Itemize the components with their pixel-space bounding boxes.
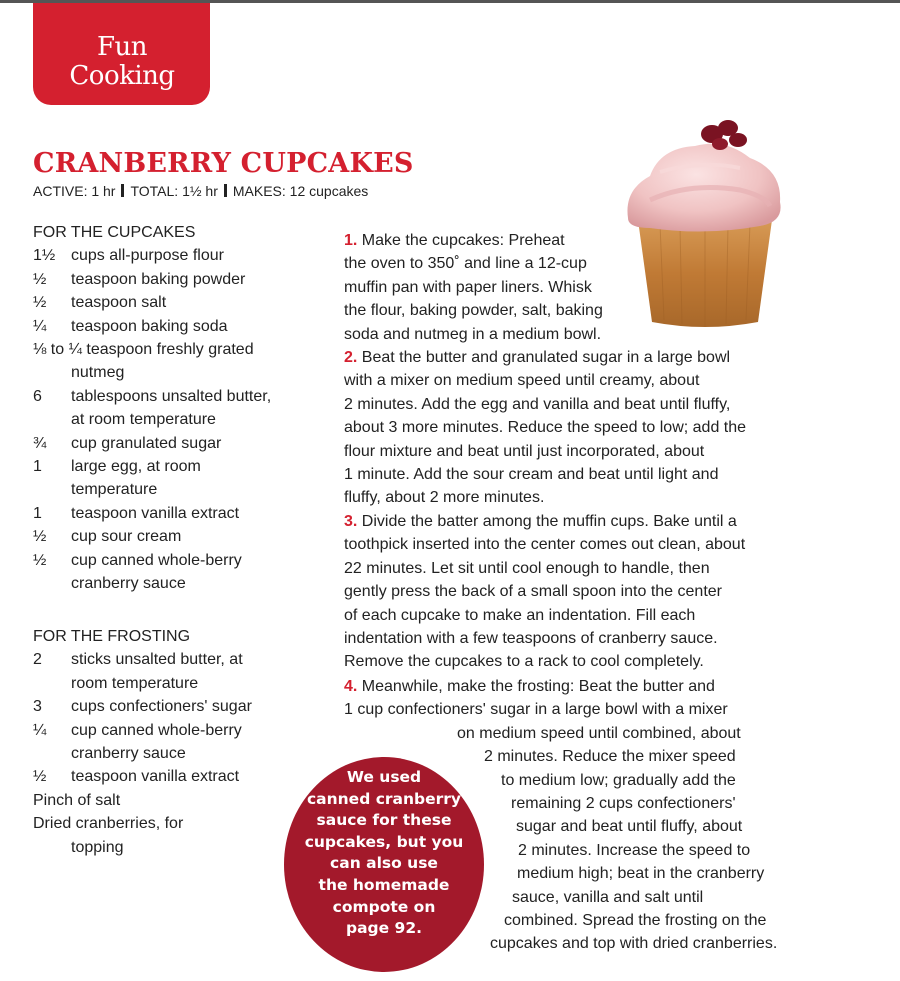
ingredient-qty: 3 bbox=[33, 698, 42, 716]
direction-line: 2 minutes. Increase the speed to bbox=[518, 841, 751, 859]
recipe-title: CRANBERRY CUPCAKES bbox=[33, 148, 414, 179]
direction-line: Remove the cupcakes to a rack to cool completely. bbox=[344, 653, 704, 671]
callout-line: cupcakes, but you bbox=[304, 832, 464, 851]
meta-divider bbox=[224, 184, 227, 197]
direction-step-3 bbox=[344, 510, 745, 674]
step-number: 4. bbox=[344, 678, 358, 695]
callout-line: canned cranberry bbox=[306, 789, 462, 808]
ingredient-text: cup canned whole-berry bbox=[71, 551, 242, 569]
ingredient-row bbox=[33, 432, 333, 455]
ingredient-continuation: at room temperature bbox=[71, 411, 216, 429]
ingredient-qty: 1 bbox=[33, 458, 42, 476]
ingredient-qty: ½ bbox=[33, 551, 47, 569]
section-label bbox=[47, 33, 197, 91]
ingredient-row: Pinch of salt bbox=[33, 791, 121, 809]
ingredient-text: teaspoon vanilla extract bbox=[71, 768, 240, 786]
ingredient-row bbox=[33, 765, 303, 788]
callout-line: sauce for these bbox=[316, 811, 452, 830]
ingredient-row bbox=[33, 291, 333, 314]
ingredient-continuation: temperature bbox=[71, 481, 158, 499]
direction-line: sauce, vanilla and salt until bbox=[512, 888, 704, 906]
ingredient-qty: 1 bbox=[33, 504, 42, 522]
ingredient-text: sticks unsalted butter, at bbox=[71, 651, 243, 669]
total-time: TOTAL: 1½ hr bbox=[130, 183, 218, 199]
direction-line: medium high; beat in the cranberry bbox=[517, 865, 765, 883]
recipe-meta bbox=[33, 183, 368, 199]
direction-text: Beat the butter and granulated sugar in a large bowl bbox=[361, 349, 731, 366]
direction-step-1 bbox=[344, 229, 603, 346]
callout-line: compote on bbox=[332, 897, 436, 916]
callout-line: the homemade bbox=[318, 875, 450, 894]
ingredient-text: tablespoons unsalted butter, bbox=[71, 387, 272, 405]
ingredient-row bbox=[33, 695, 303, 718]
direction-line: flour mixture and beat until just incorporated, about bbox=[344, 442, 705, 460]
ingredient-qty: ¼ bbox=[33, 317, 47, 335]
ingredient-row: ⅛ to ¼ teaspoon freshly grated bbox=[33, 341, 254, 359]
direction-line bbox=[344, 346, 746, 369]
direction-line: 1 cup confectioners' sugar in a large bowl with a mixer bbox=[344, 701, 728, 719]
direction-text: Divide the batter among the muffin cups. Bake until a bbox=[361, 513, 737, 530]
direction-line: to medium low; gradually add the bbox=[501, 771, 736, 789]
direction-step-2 bbox=[344, 346, 746, 510]
direction-line: cupcakes and top with dried cranberries. bbox=[490, 935, 778, 953]
ingredient-row bbox=[33, 719, 303, 742]
ingredient-row bbox=[33, 455, 333, 478]
ingredient-text: teaspoon salt bbox=[71, 294, 167, 312]
ingredient-continuation: nutmeg bbox=[71, 364, 125, 382]
callout-text bbox=[284, 767, 484, 940]
ingredient-continuation: room temperature bbox=[71, 674, 199, 692]
step-number: 1. bbox=[344, 232, 358, 249]
ingredient-qty: ½ bbox=[33, 294, 47, 312]
yield: MAKES: 12 cupcakes bbox=[232, 183, 369, 199]
ingredient-qty: ½ bbox=[33, 768, 47, 786]
cupcake-photo bbox=[620, 110, 790, 330]
ingredient-qty: 6 bbox=[33, 387, 42, 405]
direction-line: muffin pan with paper liners. Whisk bbox=[344, 278, 592, 296]
direction-line: 1 minute. Add the sour cream and beat until light and bbox=[344, 466, 719, 484]
ingredient-row bbox=[33, 549, 333, 572]
direction-line: on medium speed until combined, about bbox=[457, 724, 741, 742]
ingredient-row: Dried cranberries, for bbox=[33, 815, 184, 833]
ingredient-continuation: cranberry sauce bbox=[71, 745, 186, 763]
ingredient-row bbox=[33, 525, 333, 548]
direction-text: Make the cupcakes: Preheat bbox=[361, 232, 565, 249]
step-number: 3. bbox=[344, 513, 358, 530]
direction-line: remaining 2 cups confectioners' bbox=[511, 795, 736, 813]
callout-line: We used bbox=[346, 768, 422, 786]
section-tab bbox=[33, 3, 210, 105]
ingredient-row bbox=[33, 268, 333, 291]
direction-line: 22 minutes. Let sit until cool enough to handle, then bbox=[344, 559, 710, 577]
active-time: ACTIVE: 1 hr bbox=[33, 183, 116, 199]
ingredient-text: teaspoon vanilla extract bbox=[71, 504, 240, 522]
ingredient-qty: ¼ bbox=[33, 721, 47, 739]
direction-line: 2 minutes. Reduce the mixer speed bbox=[484, 748, 736, 766]
direction-line: combined. Spread the frosting on the bbox=[504, 912, 767, 930]
meta-divider bbox=[121, 184, 124, 197]
direction-line: of each cupcake to make an indentation. Fill each bbox=[344, 606, 696, 624]
cupcakes-ingredients bbox=[33, 221, 333, 596]
frosting-ingredients bbox=[33, 625, 303, 859]
ingredient-continuation: cranberry sauce bbox=[71, 575, 186, 593]
direction-line bbox=[344, 675, 777, 698]
ingredient-qty: ¾ bbox=[33, 434, 47, 452]
direction-line: toothpick inserted into the center comes out clean, about bbox=[344, 536, 746, 554]
section-label-line1: Fun bbox=[96, 32, 148, 62]
direction-line: 2 minutes. Add the egg and vanilla and beat until fluffy, bbox=[344, 395, 731, 413]
direction-line: indentation with a few teaspoons of cranberry sauce. bbox=[344, 630, 718, 648]
direction-line: the flour, baking powder, salt, baking bbox=[344, 302, 603, 320]
callout-line: can also use bbox=[330, 854, 438, 873]
ingredient-qty: 2 bbox=[33, 651, 42, 669]
ingredient-qty: ½ bbox=[33, 528, 47, 546]
section-label-line2: Cooking bbox=[69, 61, 175, 91]
step-number: 2. bbox=[344, 349, 358, 366]
direction-line: with a mixer on medium speed until creamy, about bbox=[344, 372, 700, 390]
ingredient-text: cups all-purpose flour bbox=[71, 247, 224, 265]
ingredient-text: cup sour cream bbox=[71, 528, 182, 546]
direction-line: sugar and beat until fluffy, about bbox=[516, 818, 743, 836]
direction-line: soda and nutmeg in a medium bowl. bbox=[344, 325, 602, 343]
ingredient-row bbox=[33, 244, 333, 267]
direction-line: gently press the back of a small spoon into the center bbox=[344, 583, 722, 601]
direction-line bbox=[344, 229, 603, 252]
ingredient-text: teaspoon baking powder bbox=[71, 270, 246, 288]
direction-line: about 3 more minutes. Reduce the speed to low; add the bbox=[344, 419, 747, 437]
ingredient-text: cups confectioners' sugar bbox=[71, 698, 252, 716]
ingredient-row bbox=[33, 315, 333, 338]
direction-text: Meanwhile, make the frosting: Beat the butter and bbox=[361, 678, 715, 695]
direction-line: fluffy, about 2 more minutes. bbox=[344, 489, 545, 507]
ingredient-qty: ½ bbox=[33, 270, 47, 288]
ingredient-qty: 1½ bbox=[33, 247, 56, 265]
cupcakes-heading: FOR THE CUPCAKES bbox=[33, 224, 196, 241]
ingredient-text: large egg, at room bbox=[71, 458, 201, 476]
ingredient-row bbox=[33, 648, 303, 671]
ingredient-row bbox=[33, 502, 333, 525]
direction-line bbox=[344, 510, 745, 533]
ingredient-row bbox=[33, 385, 333, 408]
callout-line: page 92. bbox=[345, 919, 423, 938]
frosting-heading: FOR THE FROSTING bbox=[33, 628, 191, 645]
ingredient-continuation: topping bbox=[71, 838, 124, 856]
direction-line: the oven to 350˚ and line a 12-cup bbox=[344, 255, 587, 273]
ingredient-text: cup canned whole-berry bbox=[71, 721, 242, 739]
ingredient-text: teaspoon baking soda bbox=[71, 317, 228, 335]
ingredient-text: cup granulated sugar bbox=[71, 434, 222, 452]
